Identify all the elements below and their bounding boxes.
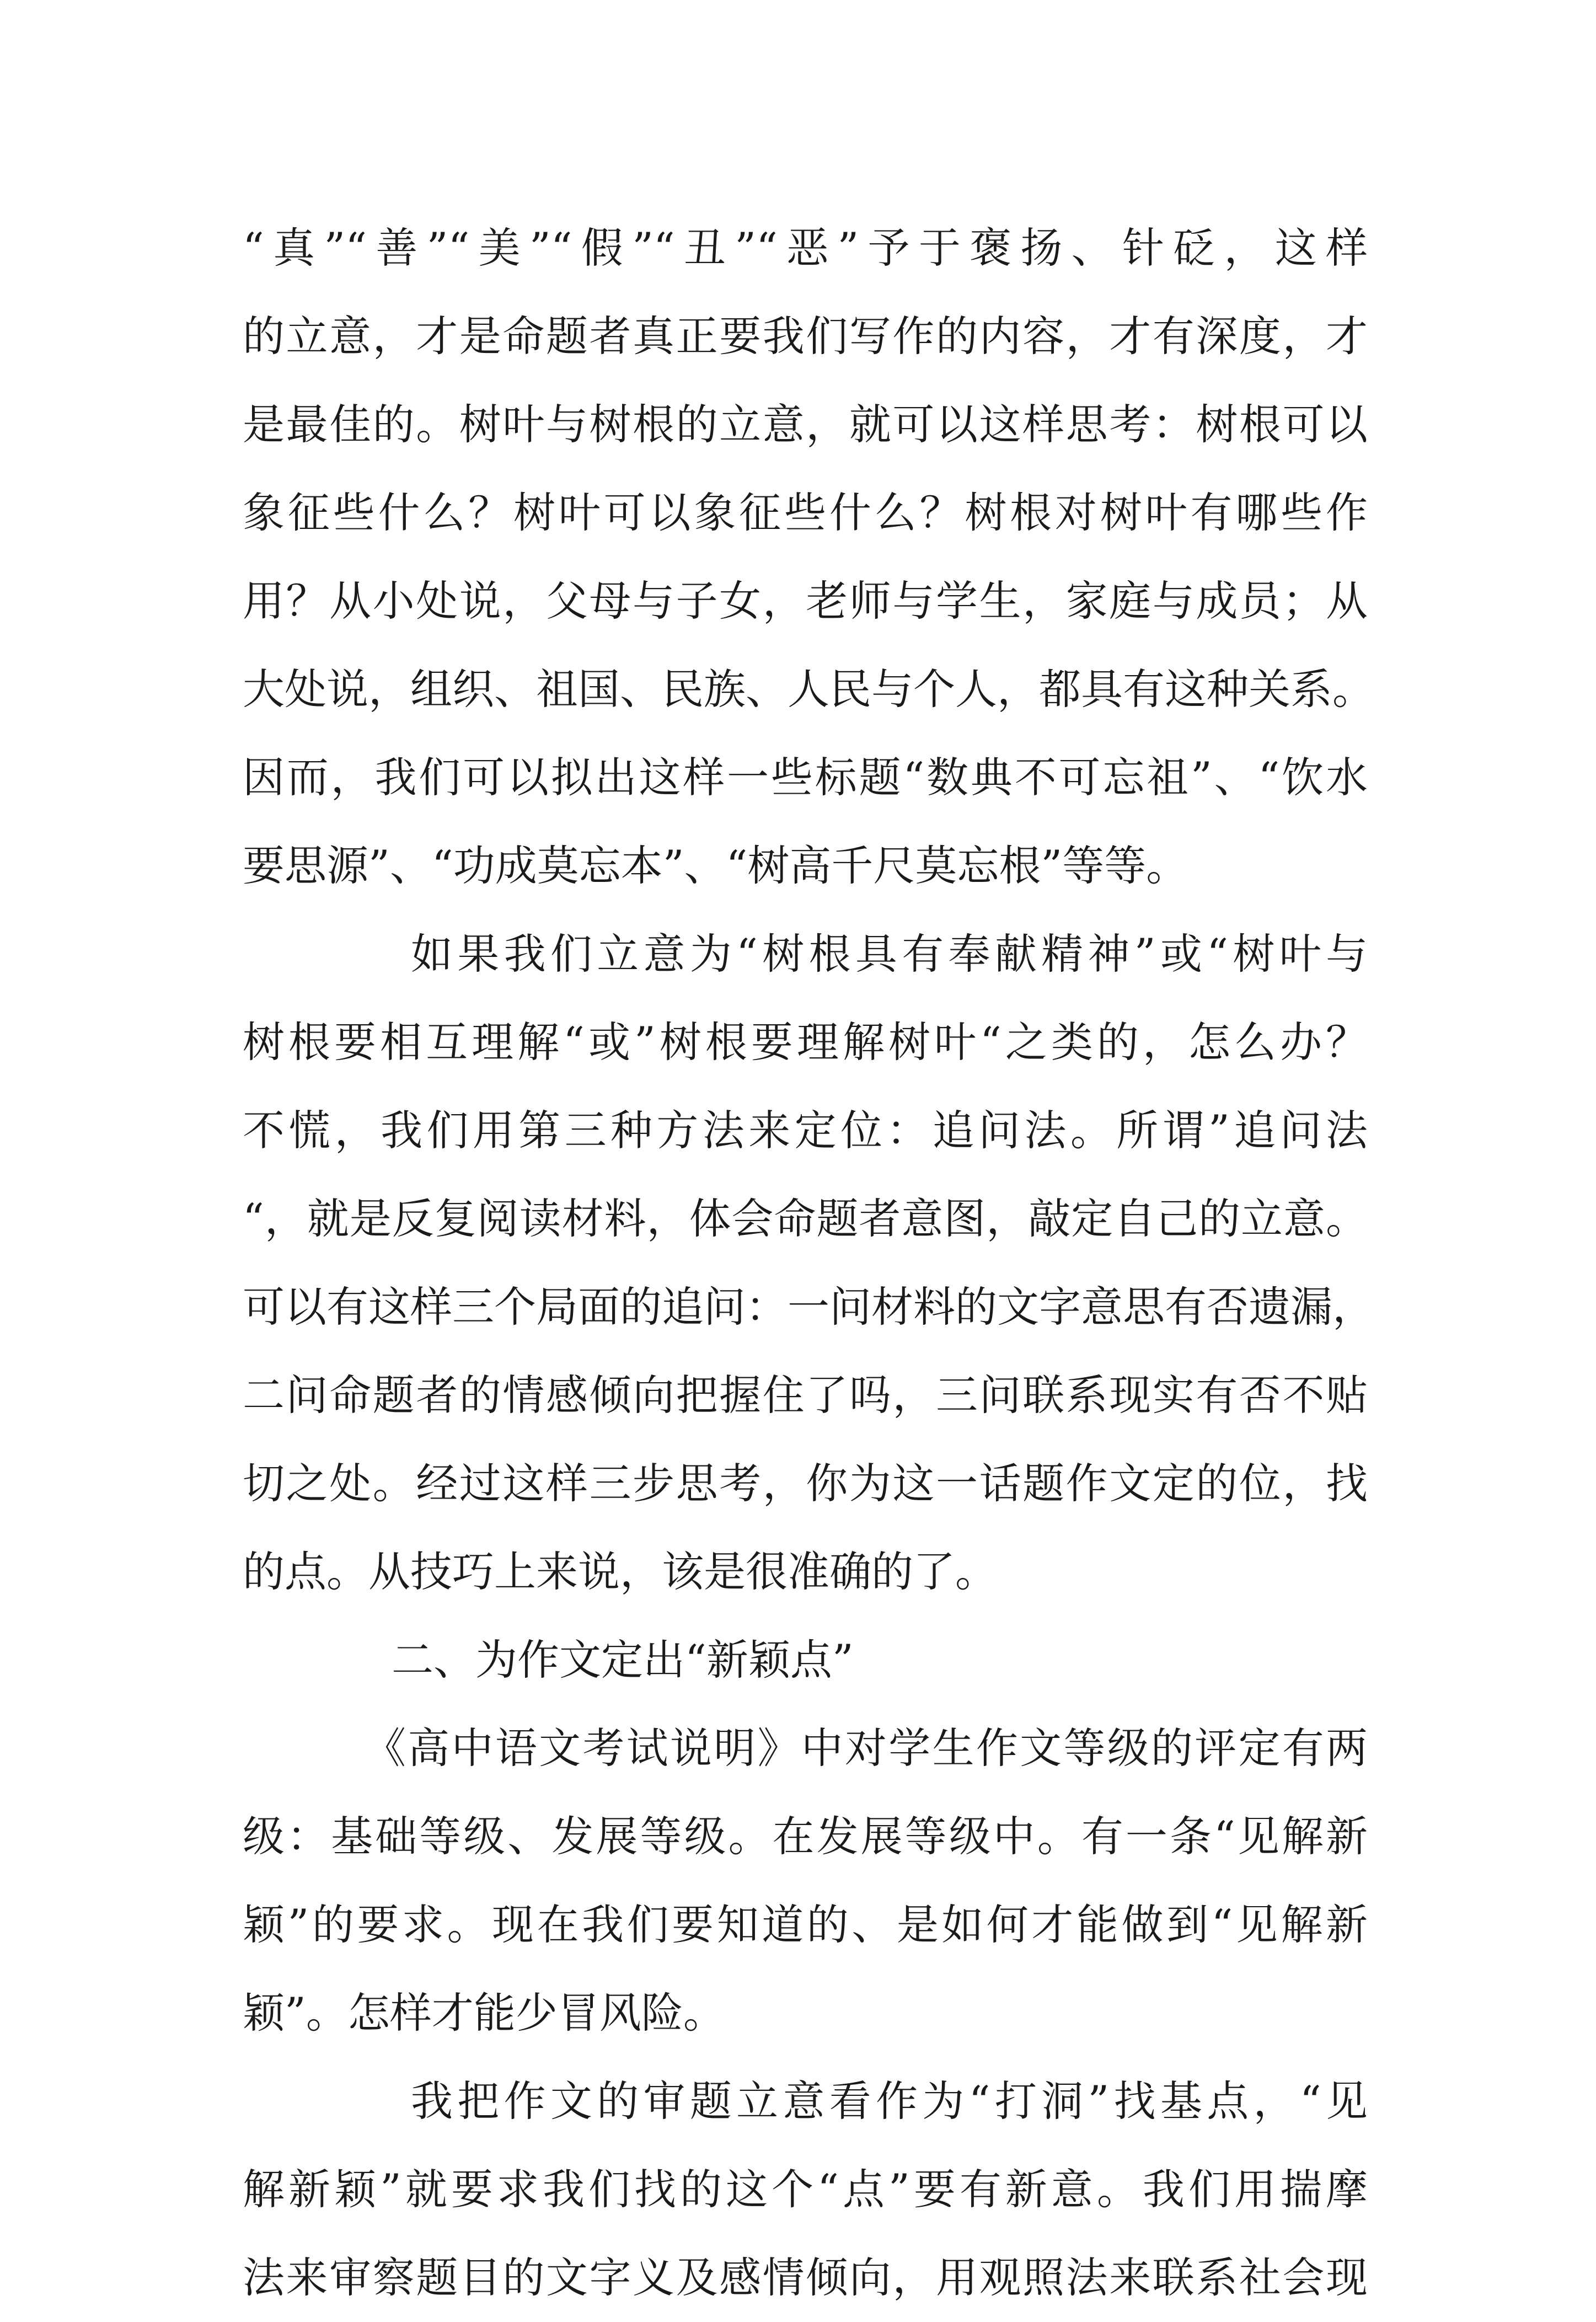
text-line: 要思源”、“功成莫忘本”、“树高千尺莫忘根”等等。 bbox=[243, 841, 1188, 890]
text-line: 颖”。怎样才能少冒风险。 bbox=[243, 1988, 725, 2037]
text-line: 级：基础等级、发展等级。在发展等级中。有一条“见解新 bbox=[243, 1812, 1368, 1861]
text-line: 用？从小处说，父母与子女，老师与学生，家庭与成员；从 bbox=[243, 576, 1368, 625]
text-line: 象征些什么？树叶可以象征些什么？树根对树叶有哪些作 bbox=[243, 488, 1368, 537]
text-line: 的点。从技巧上来说，该是很准确的了。 bbox=[243, 1547, 997, 1596]
text-line: 的立意，才是命题者真正要我们写作的内容，才有深度，才 bbox=[243, 312, 1368, 361]
text-line: 颖”的要求。现在我们要知道的、是如何才能做到“见解新 bbox=[243, 1900, 1368, 1949]
text-line: 法来审察题目的文字义及感情倾向，用观照法来联系社会现 bbox=[243, 2253, 1368, 2302]
text-line: 如果我们立意为“树根具有奉献精神”或“树叶与 bbox=[411, 929, 1368, 978]
text-line: 切之处。经过这样三步思考，你为这一话题作文定的位，找 bbox=[243, 1459, 1368, 1508]
text-line: 是最佳的。树叶与树根的立意，就可以这样思考：树根可以 bbox=[243, 400, 1368, 449]
section-heading: 二、为作文定出“新颖点” bbox=[392, 1635, 854, 1684]
text-line: 可以有这样三个局面的追问：一问材料的文字意思有否遗漏， bbox=[243, 1282, 1374, 1331]
text-line: 不慌，我们用第三种方法来定位：追问法。所谓”追问法 bbox=[243, 1106, 1368, 1155]
text-line: 解新颖”就要求我们找的这个“点”要有新意。我们用揣摩 bbox=[243, 2165, 1368, 2214]
text-line: 我把作文的审题立意看作为“打洞”找基点，“见 bbox=[411, 2077, 1368, 2126]
text-line: “真”“善”“美”“假”“丑”“恶”予于褒扬、针砭，这样 bbox=[243, 223, 1368, 272]
body-text bbox=[243, 204, 1374, 2322]
text-line: 因而，我们可以拟出这样一些标题“数典不可忘祖”、“饮水 bbox=[243, 753, 1368, 802]
text-line: 树根要相互理解“或”树根要理解树叶“之类的，怎么办？ bbox=[243, 1018, 1368, 1067]
text-line: 《高中语文考试说明》中对学生作文等级的评定有两 bbox=[364, 1724, 1368, 1773]
text-line: “，就是反复阅读材料，体会命题者意图，敲定自己的立意。 bbox=[243, 1194, 1368, 1243]
text-line: 二问命题者的情感倾向把握住了吗，三问联系现实有否不贴 bbox=[243, 1371, 1368, 1420]
text-line: 大处说，组织、祖国、民族、人民与个人，都具有这种关系。 bbox=[243, 665, 1374, 714]
